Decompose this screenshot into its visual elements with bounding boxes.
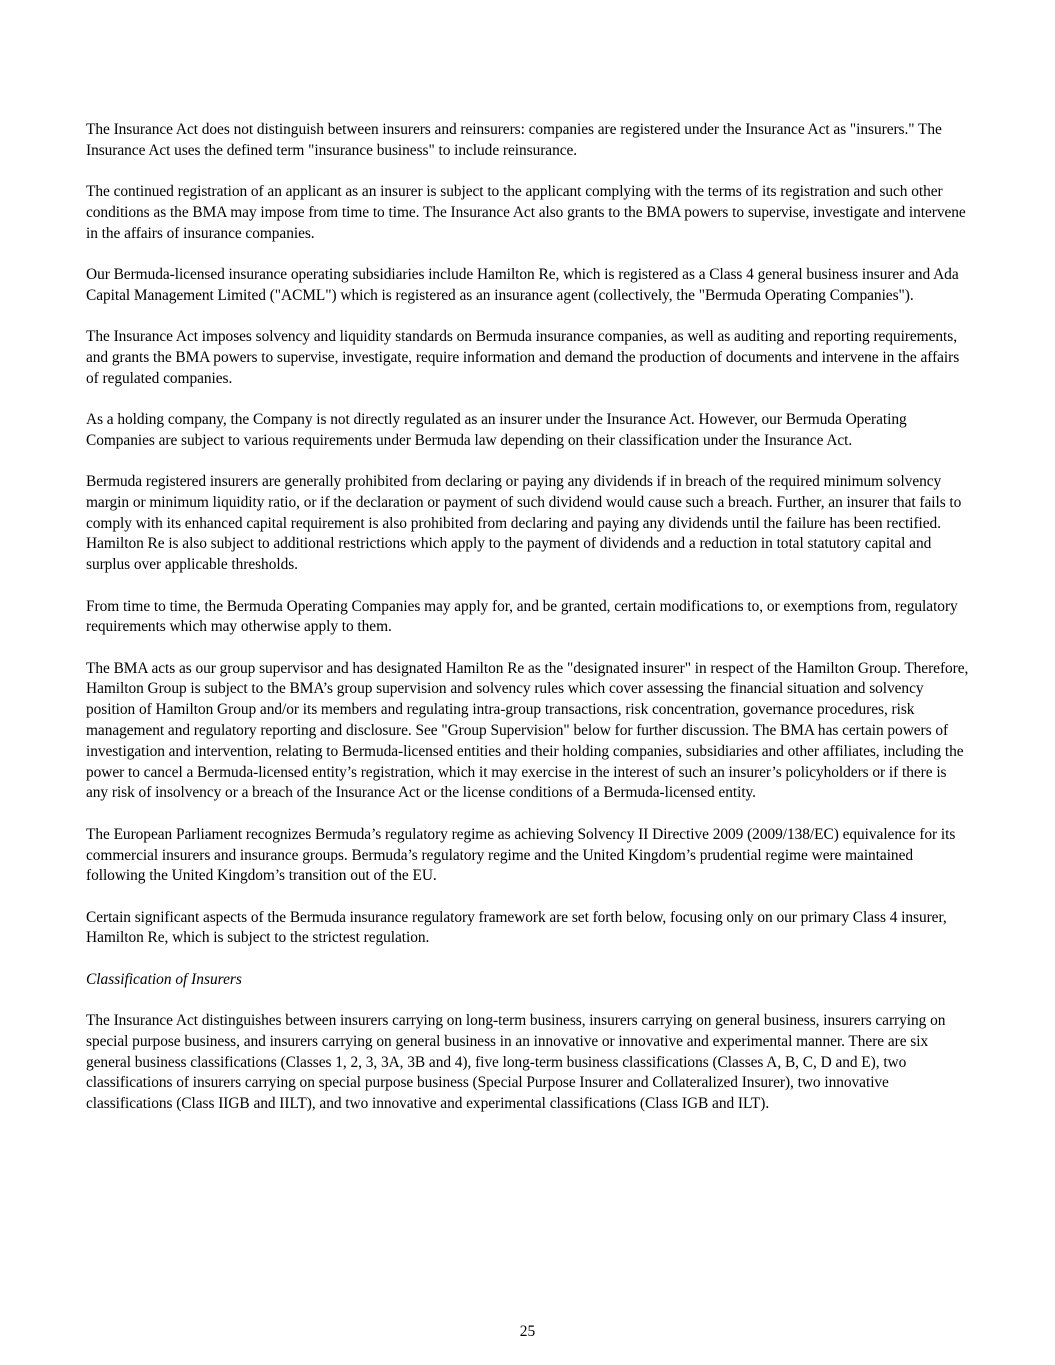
paragraph-bermuda-subsidiaries: Our Bermuda-licensed insurance operating subsidiaries include Hamilton Re, which is registered as a Class 4 general business insurer and Ada Capital Management Limited ("ACML") which is registered as an insurance agent (collectively, the "Bermuda Operating Companies"). [86,265,959,304]
paragraph-solvency-ii-equivalence: The European Parliament recognizes Bermuda’s regulatory regime as achieving Solvency II Directive 2009 (2009/138/EC) equivalence for its commercial insurers and insurance groups. Bermuda’s regulatory regime and the United Kingdom’s prudential regime were maintained following the United Kingdom’s transition out of the EU. [86,825,956,885]
paragraph-holding-company: As a holding company, the Company is not directly regulated as an insurer under the Insurance Act. However, our Bermuda Operating Companies are subject to various requirements under Bermuda law depending on their classification under the Insurance Act. [86,410,907,449]
document-body [86,120,972,1135]
paragraph-framework-intro: Certain significant aspects of the Bermuda insurance regulatory framework are set forth below, focusing only on our primary Class 4 insurer, Hamilton Re, which is subject to the strictest regulation. [86,908,947,947]
paragraph-group-supervisor: The BMA acts as our group supervisor and has designated Hamilton Re as the "designated insurer" in respect of the Hamilton Group. Therefore, Hamilton Group is subject to the BMA’s group supervision and solvency rules which cover assessing the financial situation and solvency position of Hamilton Group and/or its members and regulating intra-group transactions, risk concentration, governance procedures, risk management and regulatory reporting and disclosure. See "Group Supervision" below for further discussion. The BMA has certain powers of investigation and intervention, relating to Bermuda-licensed entities and their holding companies, subsidiaries and other affiliates, including the power to cancel a Bermuda-licensed entity’s registration, which it may exercise in the interest of such an insurer’s policyholders or if there is any risk of insolvency or a breach of the Insurance Act or the license conditions of a Bermuda-licensed entity. [86,659,969,802]
paragraph-continued-registration: The continued registration of an applicant as an insurer is subject to the applicant complying with the terms of its registration and such other conditions as the BMA may impose from time to time. The Insurance Act also grants to the BMA powers to supervise, investigate and intervene in the affairs of insurance companies. [86,183,966,242]
paragraph-solvency-standards: The Insurance Act imposes solvency and liquidity standards on Bermuda insurance companies, as well as auditing and reporting requirements, and grants the BMA powers to supervise, investigate, require information and demand the production of documents and intervene in the affairs of regulated companies. [86,328,960,387]
paragraph-insurers-reinsurers: The Insurance Act does not distinguish between insurers and reinsurers: companies are registered under the Insurance Act as "insurers." The Insurance Act uses the defined term "insurance business" to include reinsurance. [86,121,942,159]
paragraph-exemptions: From time to time, the Bermuda Operating Companies may apply for, and be granted, certain modifications to, or exemptions from, regulatory requirements which may otherwise apply to them. [86,597,958,636]
paragraph-dividend-restrictions: Bermuda registered insurers are generally prohibited from declaring or paying any dividends if in breach of the required minimum solvency margin or minimum liquidity ratio, or if the declaration or payment of such dividend would cause such a breach. Further, an insurer that fails to comply with its enhanced capital requirement is also prohibited from declaring and paying any dividends until the failure has been rectified. Hamilton Re is also subject to additional restrictions which apply to the payment of dividends and a reduction in total statutory capital and surplus over applicable thresholds. [86,473,962,574]
section-heading-classification: Classification of Insurers [86,970,242,988]
paragraph-classifications: The Insurance Act distinguishes between insurers carrying on long-term business, insurers carrying on general business, insurers carrying on special purpose business, and insurers carrying on general business in an innovative or innovative and experimental manner. There are six general business classifications (Classes 1, 2, 3, 3A, 3B and 4), five long-term business classifications (Classes A, B, C, D and E), two classifications of insurers carrying on special purpose business (Special Purpose Insurer and Collateralized Insurer), two innovative classifications (Class IIGB and IILT), and two innovative and experimental classifications (Class IGB and ILT). [86,1012,946,1113]
page-number: 25 [519,1323,536,1340]
